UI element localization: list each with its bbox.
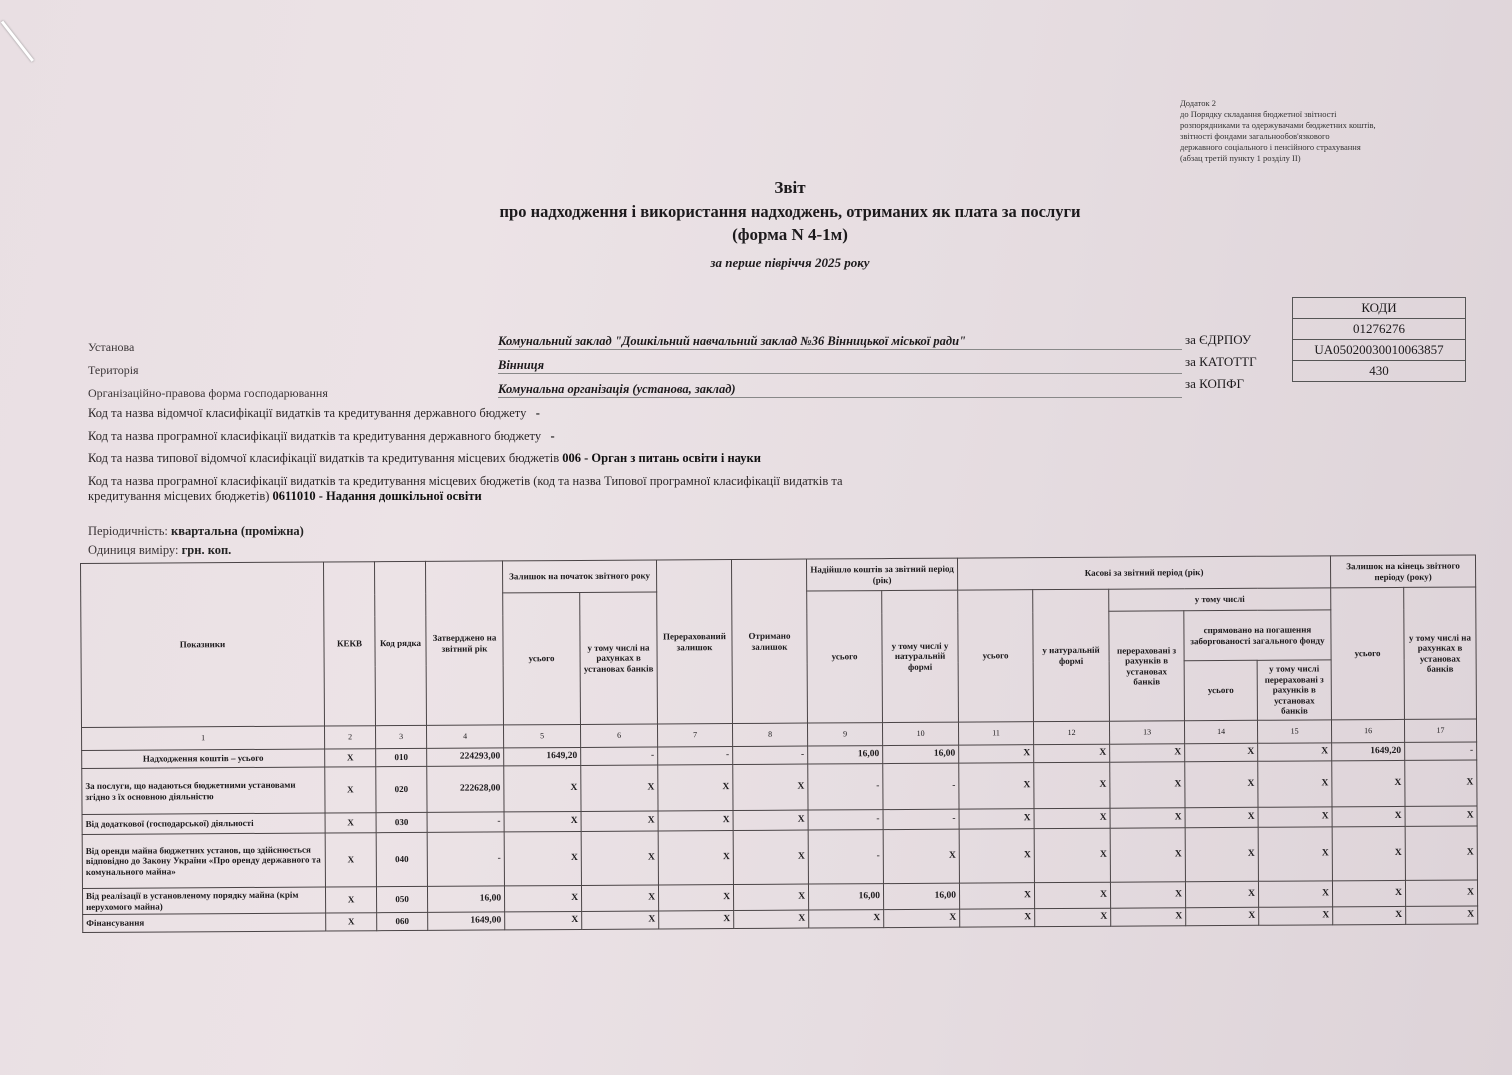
table-cell: 222628,00 [427, 766, 504, 812]
header-incl-bank: у тому числі на рахунках в установах банків [1404, 587, 1477, 719]
header-total: усього [1184, 660, 1257, 720]
row-label: Фінансування [83, 913, 326, 932]
table-cell: - [1405, 742, 1477, 760]
info-value: Вінниця [498, 358, 1182, 374]
code-label: за КОПФГ [1185, 376, 1245, 391]
table-cell: X [1034, 882, 1110, 908]
table-cell: 16,00 [883, 883, 959, 909]
table-cell: 16,00 [427, 886, 504, 912]
annex-line: державного соціального і пенсійного страхування [1180, 142, 1361, 152]
table-cell: X [1035, 908, 1111, 926]
column-number: 3 [375, 725, 426, 748]
table-cell: 1649,20 [1332, 742, 1405, 760]
table-cell: X [325, 813, 376, 833]
header-balance-start: Залишок на початок звітного року [502, 560, 656, 593]
row-label: Від реалізації в установленому порядку майна (крім нерухомого майна) [82, 887, 325, 914]
classification-row: Код та назва програмної класифікації видатків та кредитування державного бюджету - [88, 429, 555, 443]
report-table [80, 554, 1478, 933]
table-cell: X [1332, 880, 1405, 906]
header-kekv: КЕКВ [323, 562, 375, 726]
table-cell: X [1406, 906, 1478, 924]
column-number: 15 [1257, 720, 1331, 743]
table-cell: X [1333, 906, 1406, 924]
periodicity: Періодичність: квартальна (проміжна) [88, 524, 304, 538]
column-number: 9 [807, 723, 882, 746]
header-approved: Затверджено на звітний рік [425, 561, 503, 725]
info-label: Територія [88, 363, 139, 377]
table-cell: X [325, 767, 376, 813]
table-cell: X [1110, 744, 1185, 762]
annex-line: (абзац третій пункту 1 розділу II) [1180, 153, 1301, 163]
table-cell: X [1034, 762, 1110, 808]
table-cell: X [658, 811, 733, 831]
table-cell: 030 [376, 812, 427, 832]
column-number: 11 [958, 722, 1033, 745]
codes-table [1292, 297, 1466, 382]
table-cell: X [581, 831, 658, 885]
table-cell: X [959, 745, 1034, 763]
table-cell: 010 [376, 748, 427, 766]
table-cell: 16,00 [883, 745, 959, 763]
table-cell: X [325, 833, 376, 887]
table-cell: X [733, 884, 808, 910]
table-cell: X [326, 913, 377, 931]
code-value: UA05020030010063857 [1293, 340, 1466, 361]
header-balance-end: Залишок на кінець звітного періоду (року) [1330, 555, 1475, 588]
table-cell: 224293,00 [427, 748, 504, 766]
table-cell: X [884, 909, 960, 927]
table-row [82, 826, 1477, 889]
table-cell: X [1185, 881, 1258, 907]
title-line-2: про надходження і використання надходжень, отриманих як плата за послуги [499, 202, 1081, 221]
column-number: 17 [1404, 719, 1476, 742]
table-cell: X [1185, 807, 1258, 827]
table-cell: 1649,20 [504, 747, 581, 765]
header-row-code: Код рядка [374, 561, 426, 725]
column-number: 13 [1109, 721, 1184, 744]
annex-line: до Порядку складання бюджетної звітності [1180, 109, 1337, 119]
code-label: за КАТОТТГ [1185, 354, 1257, 369]
info-label: Установа [88, 340, 135, 354]
table-cell: X [1185, 761, 1258, 807]
table-cell: X [1186, 907, 1259, 925]
table-cell: X [659, 911, 734, 929]
report-period: за перше півріччя 2025 року [710, 255, 870, 270]
code-labels [1185, 329, 1257, 395]
info-value: Комунальна організація (установа, заклад) [498, 382, 1182, 398]
header-natural: у натуральній формі [1033, 589, 1110, 721]
table-cell: X [1185, 743, 1258, 761]
code-value: 430 [1293, 361, 1466, 382]
row-label: Від додаткової (господарської) діяльності [82, 813, 325, 834]
column-number: 1 [82, 726, 325, 750]
table-cell: 060 [377, 912, 428, 930]
table-cell: X [1185, 827, 1258, 881]
table-cell: 050 [376, 886, 427, 912]
annex-line: розпорядниками та одержувачами бюджетних коштів, [1180, 120, 1376, 130]
header-incl: у тому числі [1109, 588, 1331, 611]
header-total: усього [1331, 587, 1405, 719]
header-total: усього [807, 591, 883, 723]
table-cell: X [325, 749, 376, 767]
table-cell: X [658, 831, 733, 885]
column-number: 6 [580, 724, 657, 747]
column-number: 8 [732, 723, 807, 746]
table-cell: X [1258, 761, 1332, 807]
table-cell: X [658, 885, 733, 911]
table-cell: 040 [376, 832, 427, 886]
classification-row: Код та назва типової відомчої класифікації видатків та кредитування місцевих бюджетів 006 - Орган з питань освіти і науки [88, 451, 761, 465]
table-cell: - [581, 747, 658, 765]
column-number: 10 [882, 722, 958, 745]
table-cell: - [883, 763, 959, 809]
table-cell: X [1258, 807, 1332, 827]
table-cell: - [427, 832, 504, 886]
staple-mark [1, 21, 34, 62]
table-cell: X [325, 887, 376, 913]
column-number: 4 [426, 725, 503, 748]
table-cell: X [1034, 744, 1110, 762]
table-cell: - [808, 830, 883, 884]
table-cell: X [1258, 827, 1332, 881]
table-cell: - [658, 747, 733, 765]
column-number: 2 [325, 726, 376, 749]
table-cell: X [960, 909, 1035, 927]
table-cell: X [733, 830, 808, 884]
codes-header: КОДИ [1293, 298, 1466, 319]
table-cell: X [582, 911, 659, 929]
header-transferred-from-bank: перераховані з рахунків в установах банків [1109, 611, 1185, 721]
table-cell: X [809, 910, 884, 928]
table-cell: - [733, 746, 808, 764]
title-line-1: Звіт [774, 178, 806, 197]
table-cell: - [808, 764, 883, 810]
info-label: Організаційно-правова форма господарювання [88, 386, 328, 400]
table-cell: X [1258, 743, 1332, 761]
annex-line: звітності фондами загальнообов'язкового [1180, 131, 1330, 141]
header-transferred-balance: Перерахований залишок [656, 560, 732, 724]
header-cash: Касові за звітний період (рік) [957, 556, 1330, 590]
table-cell: X [1034, 828, 1110, 882]
table-cell: - [808, 810, 883, 830]
table-cell: X [883, 829, 959, 883]
info-value: Комунальний заклад "Дошкільний навчальний заклад №36 Вінницької міської ради" [498, 334, 1182, 350]
table-cell: X [1110, 882, 1185, 908]
table-cell: X [658, 765, 733, 811]
table-cell: X [1332, 806, 1405, 826]
table-cell: X [1110, 808, 1185, 828]
table-cell: X [1258, 881, 1332, 907]
annex-note [1180, 98, 1460, 164]
table-cell: X [1111, 908, 1186, 926]
table-cell: X [959, 883, 1034, 909]
code-label: за ЄДРПОУ [1185, 332, 1252, 347]
header-received-funds: Надійшло коштів за звітний період (рік) [806, 558, 957, 591]
table-cell: 16,00 [808, 746, 883, 764]
table-cell: X [504, 765, 581, 811]
header-incl-bank: у тому числі на рахунках в установах банків [580, 592, 658, 724]
header-incl-natural: у тому числі у натуральній формі [882, 590, 959, 722]
table-cell: X [504, 831, 581, 885]
table-cell: X [733, 764, 808, 810]
header-indicators: Показники [81, 562, 325, 727]
column-number: 12 [1033, 721, 1109, 744]
column-number: 16 [1331, 719, 1404, 742]
table-cell: X [504, 885, 581, 911]
table-cell: X [959, 763, 1034, 809]
table-cell: 1649,00 [428, 912, 505, 930]
header-total: усього [503, 592, 581, 724]
title-line-3: (форма N 4-1м) [732, 225, 848, 244]
classification-row: Код та назва відомчої класифікації видатків та кредитування державного бюджету - [88, 406, 540, 420]
table-cell: - [427, 812, 504, 832]
table-cell: X [959, 809, 1034, 829]
table-cell: X [581, 765, 658, 811]
table-cell: X [1034, 808, 1110, 828]
table-cell: X [1405, 880, 1477, 906]
table-cell: X [1405, 806, 1477, 826]
unit-of-measure: Одиниця виміру: грн. коп. [88, 543, 232, 557]
table-cell: X [733, 810, 808, 830]
table-cell: X [504, 811, 581, 831]
table-cell: X [581, 811, 658, 831]
table-cell: 020 [376, 766, 427, 812]
row-label: За послуги, що надаються бюджетними установами згідно з їх основною діяльністю [82, 767, 325, 814]
table-cell: X [1259, 907, 1333, 925]
table-cell: X [1110, 828, 1185, 882]
row-label: Від оренди майна бюджетних установ, що здійснюється відповідно до Закону України «Про оренду державного та комунального майна» [82, 833, 325, 888]
header-directed-debt: спрямовано на погашення заборгованості загального фонду [1184, 610, 1331, 661]
column-number: 14 [1184, 720, 1257, 743]
table-cell: X [1110, 762, 1185, 808]
table-cell: X [1405, 760, 1477, 806]
header-incl-transferred-bank: у тому числі перераховані з рахунків в установах банків [1257, 660, 1331, 720]
table-cell: X [1405, 826, 1477, 880]
table-cell: X [1332, 826, 1405, 880]
header-received-balance: Отримано залишок [731, 559, 807, 723]
annex-line: Додаток 2 [1180, 98, 1217, 108]
table-cell: - [883, 809, 959, 829]
table-cell: X [734, 910, 809, 928]
column-number: 7 [657, 724, 732, 747]
table-cell: 16,00 [808, 884, 883, 910]
column-number: 5 [503, 724, 580, 747]
row-label: Надходження коштів – усього [82, 749, 325, 768]
header-total: усього [958, 590, 1034, 722]
table-cell: X [505, 911, 582, 929]
classification-row: Код та назва програмної класифікації видатків та кредитування місцевих бюджетів (код та назва Типової програмної класифікації видатків та кредитування місцевих бюджетів) 0611010 - Надання дошкільної освіти [88, 474, 843, 503]
code-value: 01276276 [1293, 319, 1466, 340]
report-title [380, 178, 1200, 271]
table-cell: X [1332, 760, 1405, 806]
table-cell: X [581, 885, 658, 911]
table-cell: X [959, 829, 1034, 883]
